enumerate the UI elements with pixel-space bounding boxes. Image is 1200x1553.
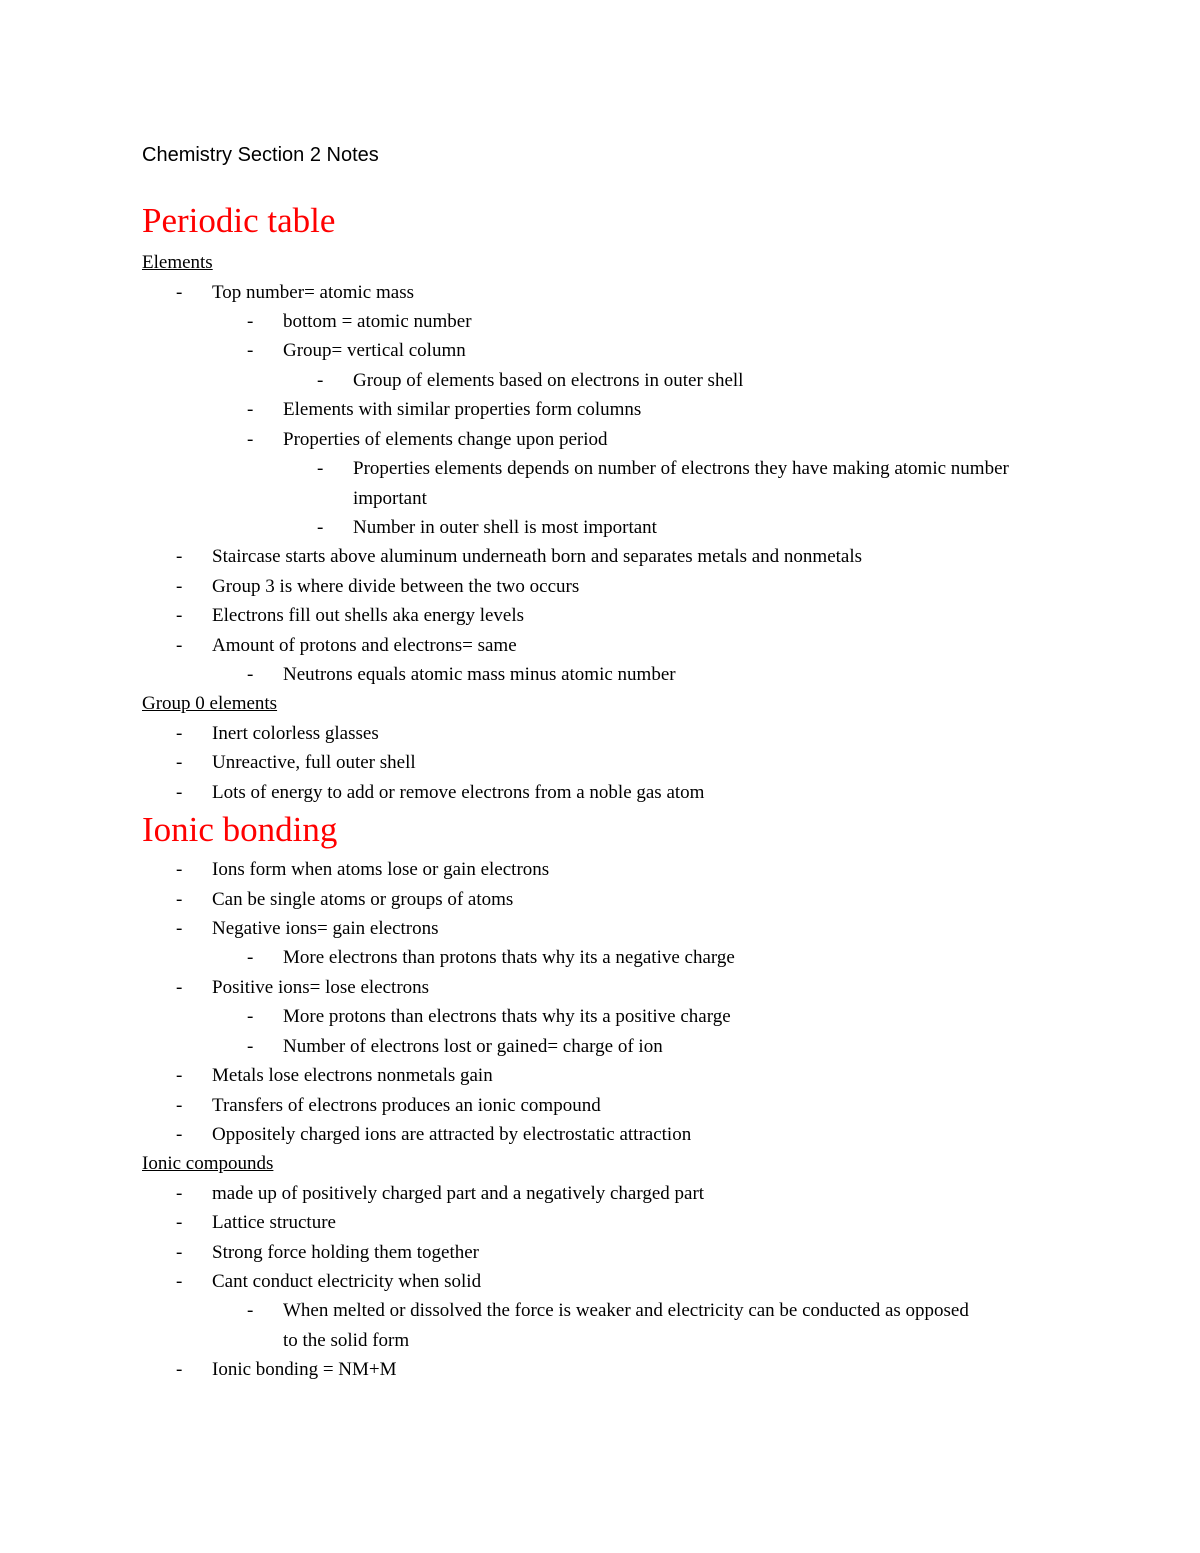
document-title: Chemistry Section 2 Notes xyxy=(142,144,379,166)
list-item: - Amount of protons and electrons= same xyxy=(176,635,517,656)
list-item: - Inert colorless glasses xyxy=(176,723,379,744)
section-heading-periodic-table: Periodic table xyxy=(142,201,336,240)
list-item: - bottom = atomic number xyxy=(247,311,472,332)
list-item: - Negative ions= gain electrons xyxy=(176,918,439,939)
list-item: - Cant conduct electricity when solid xyxy=(176,1271,482,1292)
subheading-group-0-elements: Group 0 elements xyxy=(142,693,278,714)
list-item: - Number in outer shell is most important xyxy=(317,517,657,538)
list-item: - More protons than electrons thats why its a positive charge xyxy=(247,1006,731,1027)
list-item: - Metals lose electrons nonmetals gain xyxy=(176,1065,493,1086)
list-item: - Electrons fill out shells aka energy levels xyxy=(176,605,525,626)
list-item: - Strong force holding them together xyxy=(176,1242,479,1263)
list-item: - Staircase starts above aluminum underneath born and separates metals and nonmetals xyxy=(176,546,863,567)
list-item: - Lots of energy to add or remove electrons from a noble gas atom xyxy=(176,782,705,803)
list-item: - Unreactive, full outer shell xyxy=(176,752,416,773)
section-heading-ionic-bonding: Ionic bonding xyxy=(142,810,338,849)
list-item: - Can be single atoms or groups of atoms xyxy=(176,889,514,910)
list-item: - Positive ions= lose electrons xyxy=(176,977,430,998)
subheading-ionic-compounds: Ionic compounds xyxy=(142,1153,274,1174)
list-item: - Properties elements depends on number of electrons they have making atomic number important xyxy=(317,458,1009,509)
list-item: - Group= vertical column xyxy=(247,340,466,361)
list-item: - When melted or dissolved the force is weaker and electricity can be conducted as opposed to the solid form xyxy=(247,1300,969,1351)
list-item: - More electrons than protons thats why its a negative charge xyxy=(247,947,735,968)
list-item: - Lattice structure xyxy=(176,1212,336,1233)
list-item: - Ionic bonding = NM+M xyxy=(176,1359,397,1380)
list-item: - made up of positively charged part and a negatively charged part xyxy=(176,1183,705,1204)
list-item: - Group 3 is where divide between the two occurs xyxy=(176,576,580,597)
list-item: - Transfers of electrons produces an ionic compound xyxy=(176,1095,601,1116)
list-item: - Number of electrons lost or gained= charge of ion xyxy=(247,1036,663,1057)
list-item: - Neutrons equals atomic mass minus atomic number xyxy=(247,664,676,685)
list-item: - Ions form when atoms lose or gain electrons xyxy=(176,859,550,880)
list-item: - Properties of elements change upon period xyxy=(247,429,608,450)
list-item: - Group of elements based on electrons in outer shell xyxy=(317,370,744,391)
list-item: - Oppositely charged ions are attracted by electrostatic attraction xyxy=(176,1124,692,1145)
subheading-elements: Elements xyxy=(142,252,213,273)
list-item: - Top number= atomic mass xyxy=(176,282,414,303)
list-item: - Elements with similar properties form columns xyxy=(247,399,642,420)
